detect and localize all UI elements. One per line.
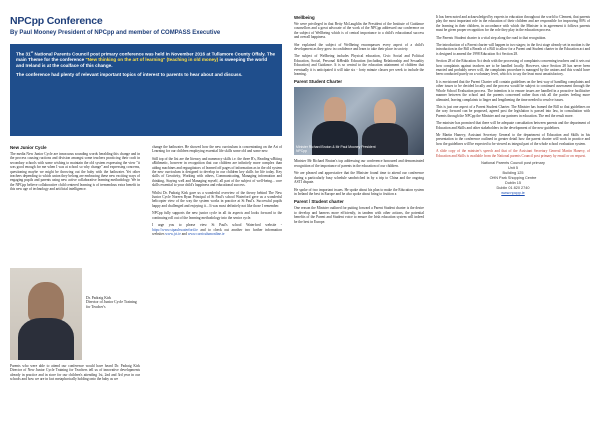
websites-text: I urge you to please view St Paul's school Waterford website - https://www.stpaulswaterford.ie and to check out another two further information websites www.jct.ie and www.curriculumonline.ie (152, 223, 282, 236)
contact-org: National Parents Council post primary (481, 160, 545, 165)
column-1 (10, 145, 140, 195)
bathwater-text: change the bathwater. He showed how the new curriculum is concentrating on the Art of Learning for our children employing essential life skills some old and some new. (152, 145, 282, 154)
minister-issues-text: He spoke of two important issues. He spoke about his plan to make the Education system in Ireland the best in Europe and he also spoke about bring to fruition a (294, 187, 424, 196)
st-pauls-link[interactable]: https://www.stpaulswaterford.ie (152, 227, 198, 232)
column-4 (436, 15, 590, 196)
caption-role: Director of Junior Cycle Training for Teacher's (86, 300, 137, 309)
guidelines-text: It is envisioned that the Parent Charter will contain guidelines on the best way of handling complaints and other issues to be decided locally and the process would be subject to continued assessment through the Whole School Evaluation process. The intention is to ensure issues are handled in a proactive facilitative manner between the school and the parents concerned rather than risk all the parties feeling more alienated, leaving complaints to linger and lengthening the time needed to resolve issues. (436, 79, 590, 102)
contact-block (436, 161, 590, 196)
st-pauls-text: Whilst Dr. Padraig Kirk gave us a wonderful overview of the theory behind The New Junior Cycle Noreen Ryan Principal of St Paul's school Waterford gave us a wonderful helicopter view of the way the system works in practice at St Paul's. Successful pupils happy and challenged and enjoying it... It was most definitely not like those I remember. (152, 190, 282, 208)
jct-link[interactable]: www.jct.ie (165, 231, 181, 236)
photo-caption: Minister Richard Bruton & Mr Paul Mooney President NPCpp (296, 145, 376, 154)
wellbeing-text-2: She explained the subject of Wellbeing encompasses every aspect of a child's development as they grow in confidence and learn to take their place in society. (294, 42, 424, 52)
contact-centre: OHN Park Shopping Centre (489, 175, 537, 180)
minister-photo (294, 87, 424, 155)
section-heading-new-junior-cycle: New Junior Cycle (10, 145, 47, 150)
key-skills-text: Still top of the list are the literacy and numeracy skills i.e. the three R's, Reading wRiting aRithmetic, however in recognition that our children are infinitely more complex than aiding machines and regurgitators of learned off pages of information as in the old system the new curriculum is designed to develop in our children key skills for life today. Key skills of Creativity, Working with others, Communicating, Managing information and thinking, Staying well and Managing myself, all part of the subject of well-being... core skills essential to your child's happiness and educational success. (152, 156, 282, 188)
hanevy-text: Mr Martin Hanevy, Assistant Secretary General to the department of Education and Skills in his presentation to the conference outlined in greater detail how the parent charter will work in practice and how the guidelines will be expected to be viewed as integral part of the whole school evaluation system. (436, 132, 590, 146)
kirk-photo (10, 268, 82, 360)
contact-unit: Unit 5 (508, 165, 518, 170)
column-1-continued (10, 364, 140, 385)
wellbeing-text-3: The subject of Wellbeing includes Physical education, Civic Social and Political Education, Social, Personal &Health Education (including Relationship and Sexuality Education) and Guidance. It is so central to the education attainment of children that eventually it is anticipated it will take six - forty minute classes per week to include the learning. (294, 54, 424, 77)
contact-phone: Dublin 01 820 2740 (496, 185, 530, 190)
intro-box (10, 44, 282, 136)
minister-visit-text: Minister Mr Richard Bruton's top addressing our conference honoured and demonstrated recognition of the importance of parents in the education of our children. (294, 159, 424, 168)
column-3 (294, 15, 424, 227)
slide-copy-note: A slide copy of the minister's speech and that of the Assistant Secretary General Martin Hanevy, of Education and Skills is available from the National parents Council post primary by email or on request. (436, 149, 590, 158)
conference-theme: "New thinking on the art of learning" (teaching in old money) (85, 57, 219, 63)
intro-paragraph-1: The 31st National Parents Council post primary conference was held in November 2016 at Tullamore County Offaly. The main Theme for the conference "New thinking on the art of learning" (teaching in old money) is sweeping the world and Ireland is at the coalface of this change. (16, 50, 276, 68)
charter-reason-text: One reason the Minister outlined for putting forward a Parent Student charter is the desire to develop and harness more efficiently, in tandem with other actions, the potential benefits of the Parent and Student voice to ensure the Irish education system will indeed be the best in Europe. (294, 206, 424, 224)
intro-paragraph-2: The conference had plenty of relevant important topics of interest to parents to hear about and discuss. (16, 72, 243, 78)
curriculum-online-link[interactable]: www.curriculumonline.ie (187, 231, 225, 236)
junior-cycle-text: The media New Junior Cycle are innocuous sounding words heralding this change and in the process causing ructions and division amongst some teachers practicing their craft in secondary schools with some wishing to maintain the old system expressing the view "it was good enough for me when I was at school so why change" and expressing concerns, questioning maybe we might be throwing out the baby with the bathwater. Yet other teachers depending to which union they belong are embracing these new exciting ways of engaging pupils and parents using new active collaborative learning methodology. We in the NPCpp believe collaborative child centered learning is of tremendous extra benefit in this new age of technology and artificial intelligence. (10, 152, 140, 192)
conference-attendance-text: Parents who were able to attend our conference would have heard Dr. Padraig Kirk Director of New Junior Cycle Training for Teachers tell us of innovative developments already in practice and in store for our children's attending 1st, 2nd and 3rd year in our schools and how we are in fact metaphorically holding onto the baby as we (10, 364, 140, 382)
consultation-text: The minister has promised that there will be adequate consultation between parents and the department of Education and Skills and other stakeholders in the development of the new guidelines. (436, 121, 590, 130)
person-body (18, 318, 74, 360)
president-silhouette (374, 99, 396, 125)
minister-silhouette (324, 97, 346, 123)
contact-website-link[interactable]: www.npcpp.ie (501, 190, 525, 195)
npcpp-support-text: NPCpp fully supports the new junior cycle in all its aspects and looks forward to the continuing roll out of the learning methodology into the senior cycle. (152, 211, 282, 220)
section-28-text: Section 28 of the Education Act deals with the processing of complaints concerning teachers and it sets out how complaints against teachers are to be handled locally. However, since Section 28 has never been enacted and probably never will, the complaints procedure is managed by the unions and this would have been conducted purely on a voluntary level, which is to say the least most unsatisfactory. (436, 59, 590, 77)
wellbeing-text-1: We were privileged in that Betty McLaughlin the President of the Institute of Guidance counsellors and a great advocate of the work of the NPCpp addressed our conference on the subject of Wellbeing which is of central importance to a child's educational success and overall happiness. (294, 22, 424, 40)
contact-building: Building 125 (502, 170, 524, 175)
one-aspect-text: This is just one aspect of a Parent Student Charter. The Minister has framed the Bill so that guidelines on the way forward can be proposed, agreed post the legislation is passed into law, in consultation with Parents through the NPCpp the Minister and our partners in education. The end the result more. (436, 104, 590, 118)
section-heading-parent-student-charter: Parent Student Charter (294, 79, 343, 85)
section-heading-wellbeing: Wellbeing (294, 15, 315, 20)
two-stages-text: The introduction of a Parent charter will happen in two stages; in the first stage already set in motion is the introduction in the Bill a Breath of a Bill to allow for a Parent and Student charter in the Education act and is designed to amend the 1998 Education Act Section 28. (436, 43, 590, 56)
page-title: NPCpp Conference (10, 15, 103, 27)
caption-name: Dr. Padraig Kirk (86, 296, 112, 300)
kirk-caption (86, 296, 142, 309)
section-heading-parent-student-charter-2: Parent / Student charter (294, 199, 344, 205)
contact-city: Dublin 15 (504, 180, 522, 185)
column-2 (152, 145, 282, 239)
charter-step-text: The Parents /Student charter is a vital step along the road to that recognition. (436, 35, 547, 40)
minister-schedule-text: We are pleased and appreciative that the Minister found time to attend our conference during a particularly busy schedule sandwiched in by a trip to China and the ongoing ASTI dispute. (294, 171, 424, 185)
parents-role-text: It has been noted and acknowledged by experts in education throughout the world to Clement, that parents play the most important role in the education of their children and are responsible for improving 80% of the learning in their children, in accordance with which the Minister is in agreement it follows parents must be given proper recognition for the role they play in the education process. (436, 15, 590, 33)
byline: By Paul Mooney President of NPCpp and member of COMPASS Executive (10, 30, 221, 36)
person-silhouette (28, 282, 64, 322)
